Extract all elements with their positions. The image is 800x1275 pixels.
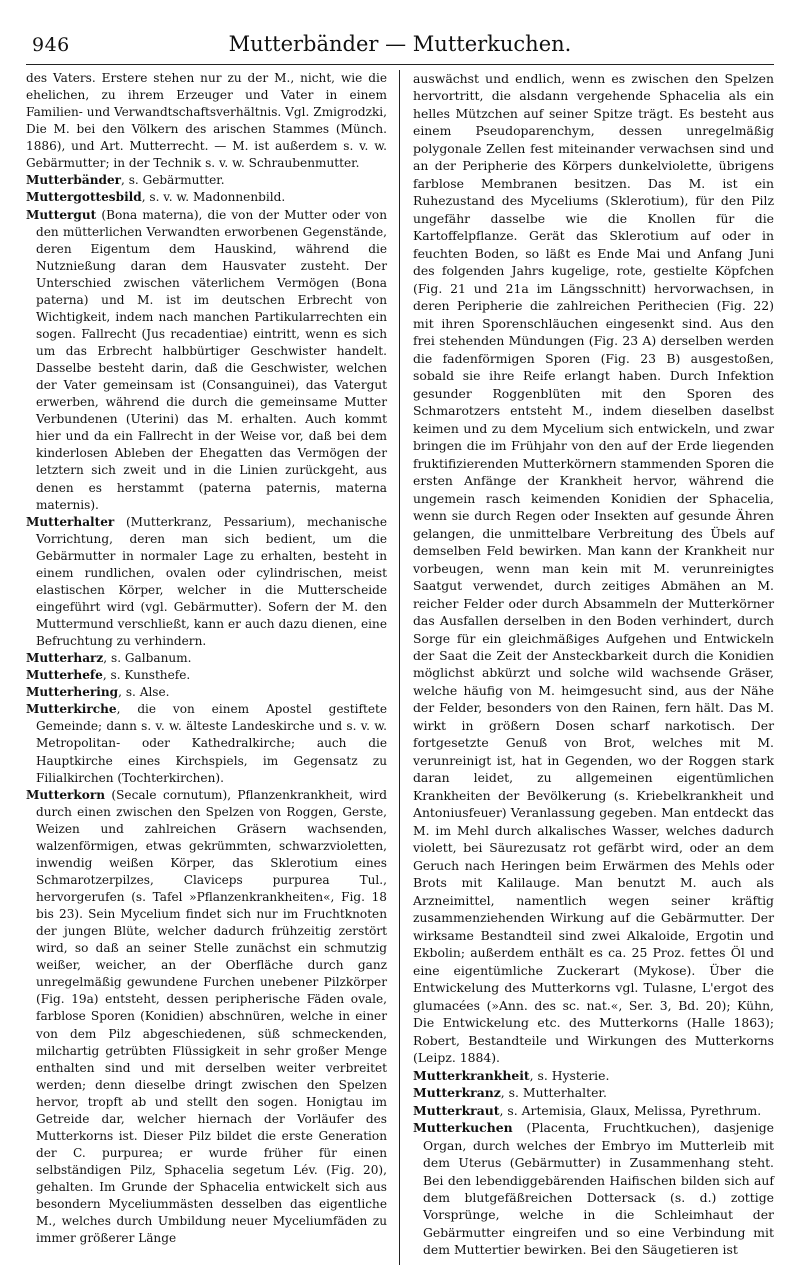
entry-text: (Placenta, Fruchtkuchen), dasjenige Organ, durch welches der Embryo im Mutterleib mit dem Uterus (Gebärmutter) in Zusammenhang steht. Bei den lebendiggebärenden Haifischen bilden sich auf dem blutgefäßreichen Dottersack (s. d.) zottige Vorsprünge, welche in die Schleimhaut der Gebärmutter eingreifen und so eine Verbindung mit dem Muttertier bewirken. Bei den Säugetieren ist — [423, 1120, 774, 1258]
right-column — [413, 70, 774, 1259]
dictionary-entry-mutterkraut — [413, 1102, 774, 1119]
entry-text: auswächst und endlich, wenn es zwischen den Spelzen hervortritt, die alsdann vergehende Sphacelia als ein helles Mützchen auf seiner Spitze trägt. Es besteht aus einem Pseudoparenchym, dessen unregelmäßig polygonale Zellen fest miteinander verwachsen sind und an der Peripherie des Körpers dunkelviolette, übrigens farblose Membranen besitzen. Das M. ist ein Ruhezustand des Myceliums (Sklerotium), für den Pilz ungefähr dasselbe wie die Knollen für die Kartoffelpflanze. Gerät das Sklerotium auf oder in feuchten Boden, so läßt es Ende Mai und Anfang Juni des folgenden Jahrs kugelige, rote, gestielte Köpfchen (Fig. 21 und 21a im Längsschnitt) hervorwachsen, in deren Peripherie die zahlreichen Perithecien (Fig. 22) mit ihren Sporenschläuchen eingesenkt sind. Aus den frei stehenden Mündungen (Fig. 23 A) derselben werden die fadenförmigen Sporen (Fig. 23 B) ausgestoßen, sobald sie ihre Reife erlangt haben. Durch Infektion gesunder Roggenblüten mit den Sporen des Schmarotzers entsteht M., indem dieselben daselbst keimen und zu dem Mycelium sich entwickeln, und zwar bringen die im Frühjahr von den auf der Erde liegenden fruktifizierenden Mutterkörnern stammenden Sporen die ersten Anfänge der Krankheit hervor, während die ungemein rasch keimenden Konidien der Sphacelia, wenn sie durch Regen oder Insekten auf gesunde Ähren gelangen, die unmittelbare Verbreitung des Übels auf demselben Feld bewirken. Man kann der Krankheit nur vorbeugen, wenn man kein mit M. verunreinigtes Saatgut verwendet, durch zeitiges Abmähen an M. reicher Felder oder durch Absammeln der Mutterkörner das Ausfallen derselben in den Boden verhindert, durch Sorge für ein gleichmäßiges Aufgehen und Entwickeln der Saat die Zeit der Ansteckbarkeit durch die Konidien möglichst abkürzt und solche wild wachsende Gräser, welche häufig von M. heimgesucht sind, aus der Nähe der Felder, besonders von den Rainen, fern hält. Das M. wirkt in größern Dosen scharf narkotisch. Der fortgesetzte Genuß von Brot, welches mit M. verunreinigt ist, hat in Gegenden, wo der Roggen stark daran leidet, zu allgemeinen eigentümlichen Krankheiten der Bevölkerung (s. Kriebelkrankheit und Antoniusfeuer) Veranlassung gegeben. Man entdeckt das M. im Mehl durch alkalisches Wasser, welches dadurch violett, bei Säurezusatz rot gefärbt wird, oder an dem Geruch nach Heringen beim Erwärmen des Mehls oder Brots mit Kalilauge. Man benutzt M. auch als Arzneimittel, namentlich wegen seiner kräftig zusammenziehenden Wirkung auf die Gebärmutter. Der wirksame Bestandteil sind zwei Alkaloide, Ergotin und Ekbolin; außerdem enthält es ca. 25 Proz. fettes Öl und eine eigentümliche Zuckerart (Mykose). Über die Entwickelung des Mutterkorns vgl. Tulasne, L'ergot des glumacées (»Ann. des sc. nat.«, Ser. 3, Bd. 20); Kühn, Die Entwickelung etc. des Mutterkorns (Halle 1863); Robert, Bestandteile und Wirkungen des Mutterkorns (Leipz. 1884). — [413, 71, 774, 1066]
entry-text: , s. Galbanum. — [103, 651, 192, 666]
entry-headword: Mutterhalter — [26, 514, 115, 529]
entry-headword: Mutterkorn — [26, 787, 106, 802]
entry-headword: Mutterkirche — [26, 702, 117, 717]
entry-text: , s. Kunsthefe. — [102, 668, 191, 683]
left-column — [26, 70, 387, 1247]
continued-text — [413, 70, 774, 1067]
entry-text: , s. Gebärmutter. — [121, 173, 225, 188]
dictionary-entry-muttergut — [26, 207, 387, 514]
column-divider — [399, 70, 400, 1265]
header-rule — [26, 64, 774, 65]
entry-headword: Mutterkuchen — [413, 1120, 513, 1136]
entry-text: des Vaters. Erstere stehen nur zu der M., nicht, wie die ehelichen, zu ihrem Erzeuger und Vater in einem Familien- und Verwandtschaftsverhältnis. Vgl. Zmigrodzki, Die M. bei den Völkern des arischen Stammes (Münch. 1886), und Art. Mutterrecht. — M. ist außerdem s. v. w. Gebärmutter; in der Technik s. v. w. Schraubenmutter. — [26, 71, 387, 171]
entry-headword: Mutterkranz — [413, 1085, 501, 1101]
entry-text: (Secale cornutum), Pflanzenkrankheit, wird durch einen zwischen den Spelzen von Roggen, Gerste, Weizen und zahlreichen Gräsern wachsenden, walzenförmigen, etwas gekrümmten, schwarzvioletten, inwendig weißen Körper, das Sklerotium eines Schmarotzerpilzes, Claviceps purpurea Tul., hervorgerufen (s. Tafel »Pflanzenkrankheiten«, Fig. 18 bis 23). Sein Mycelium findet sich nur im Fruchtknoten der jungen Blüte, welcher dadurch frühzeitig zerstört wird, so daß an seiner Stelle zunächst ein schmutzig weißer, weicher, an der Oberfläche durch ganz unregelmäßig gewundene Furchen unebener Pilzkörper (Fig. 19a) entsteht, dessen peripherische Fäden ovale, farblose Sporen (Konidien) abschnüren, welche in einer von dem Pilz abgeschiedenen, süß schmeckenden, milchartig getrübten Flüssigkeit in sehr großer Menge enthalten sind und mit derselben weiter verbreitet werden; denn dieselbe dringt zwischen den Spelzen hervor, tropft ab und stellt den sogen. Honigtau im Getreide dar, welcher hiernach der Vorläufer des Mutterkorns ist. Dieser Pilz bildet die erste Generation der C. purpurea; er wurde früher für einen selbständigen Pilz, Sphacelia segetum Lév. (Fig. 20), gehalten. Im Grunde der Sphacelia entwickelt sich aus besondern Myceliummästen desselben das eigentliche M., welches durch Umbildung neuer Myceliumfäden zu immer größerer Länge — [36, 787, 387, 1246]
entry-headword: Muttergut — [26, 207, 97, 222]
dictionary-entry-mutterhalter — [26, 514, 387, 651]
entry-text: , s. v. w. Madonnenbild. — [141, 190, 286, 205]
dictionary-entry-mutterhefe — [26, 667, 387, 684]
dictionary-entry-mutterkrankheit — [413, 1067, 774, 1084]
entry-text: (Bona materna), die von der Mutter oder von den mütterlichen Verwandten erworbenen Gegenstände, deren Eigentum dem Hauskind, während die Nutznießung daran dem Hausvater zusteht. Der Unterschied zwischen väterlichem Vermögen (Bona paterna) und M. ist im deutschen Erbrecht von Wichtigkeit, indem nach manchen Partikularrechten ein sogen. Fallrecht (Jus recadentiae) eintritt, wenn es sich um das Erbrecht halbbürtiger Geschwister handelt. Dasselbe besteht darin, daß die Geschwister, welchen der Vater gemeinsam ist (Consanguinei), das Vatergut erwerben, während die durch die gemeinsame Mutter Verbundenen (Uterini) das M. erhalten. Auch kommt hier und da ein Fallrecht in der Weise vor, daß bei dem kinderlosen Ableben der Ehegatten das Vermögen der letztern sich zweit und in die Linien zurückgeht, aus denen es herstammt (paterna paternis, materna maternis). — [36, 207, 387, 512]
dictionary-entry-mutterkorn — [26, 787, 387, 1248]
entry-headword: Muttergottesbild — [26, 190, 142, 205]
dictionary-entry-mutterharz — [26, 650, 387, 667]
entry-headword: Mutterhering — [26, 685, 119, 700]
continued-text — [26, 70, 387, 172]
dictionary-entry-mutterkranz — [413, 1084, 774, 1101]
entry-text: (Mutterkranz, Pessarium), mechanische Vorrichtung, deren man sich bedient, um die Gebärmutter in normaler Lage zu erhalten, besteht in einem rundlichen, ovalen oder cylindrischen, meist elastischen Körper, welcher in die Mutterscheide eingeführt wird (vgl. Gebärmutter). Sofern der M. den Muttermund verschließt, kann er auch dazu dienen, eine Befruchtung zu verhindern. — [36, 514, 387, 649]
entry-headword: Mutterkrankheit — [413, 1067, 530, 1083]
entry-text: , s. Artemisia, Glaux, Melissa, Pyrethrum. — [499, 1102, 762, 1118]
entry-headword: Mutterkraut — [413, 1102, 500, 1118]
running-title: Mutterbänder — Mutterkuchen. — [228, 32, 572, 56]
page-header — [26, 30, 774, 64]
text-columns — [26, 70, 774, 1265]
entry-headword: Mutterharz — [26, 651, 104, 666]
dictionary-entry-mutterkuchen — [413, 1119, 774, 1259]
entry-headword: Mutterbänder — [26, 173, 122, 188]
page-number: 946 — [32, 34, 70, 56]
dictionary-entry-mutterbaender — [26, 172, 387, 189]
dictionary-entry-mutterkirche — [26, 701, 387, 786]
entry-text: , s. Mutterhalter. — [500, 1085, 607, 1101]
dictionary-entry-muttergottesbild — [26, 189, 387, 206]
entry-text: , s. Hysterie. — [529, 1067, 610, 1083]
entry-text: , s. Alse. — [118, 685, 170, 700]
dictionary-entry-mutterhering — [26, 684, 387, 701]
entry-text: , die von einem Apostel gestiftete Gemeinde; dann s. v. w. älteste Landeskirche und s. v. w. Metropolitan- oder Kathedralkirche; auch die Hauptkirche eines Kirchspiels, im Gegensatz zu Filialkirchen (Tochterkirchen). — [36, 702, 387, 785]
entry-headword: Mutterhefe — [26, 668, 103, 683]
